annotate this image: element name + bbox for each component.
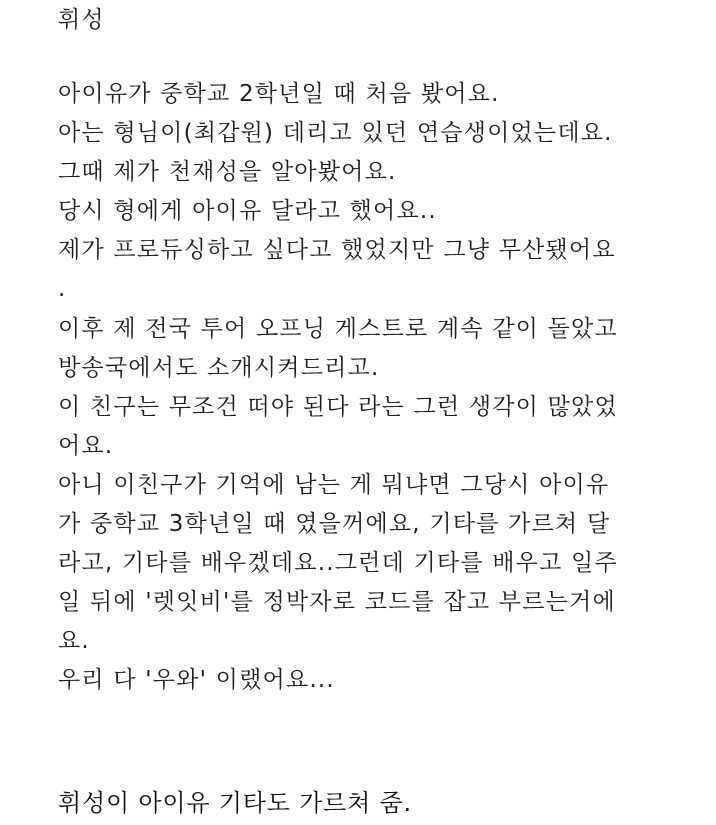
quote-line: 이후 제 전국 투어 오프닝 게스트로 계속 같이 돌았고 [58, 315, 618, 342]
quote-body [58, 75, 698, 701]
quote-line: 일 뒤에 '렛잇비'를 정박자로 코드를 잡고 부르는거에 [58, 589, 616, 616]
quote-line: 이 친구는 무조건 떠야 된다 라는 그런 생각이 많았었 [58, 393, 618, 420]
quote-line: 우리 다 '우와' 이랬어요... [58, 667, 335, 694]
quote-line: 아니 이친구가 기억에 남는 게 뭐냐면 그당시 아이유 [58, 471, 610, 498]
quote-line: . [58, 276, 67, 303]
quote-line: 어요. [58, 432, 114, 459]
quote-line: 라고, 기타를 배우겠데요..그런데 기타를 배우고 일주 [58, 550, 618, 577]
quote-line: 아이유가 중학교 2학년일 때 처음 봤어요. [58, 81, 500, 107]
quote-line: 그때 제가 천재성을 알아봤어요. [58, 159, 397, 186]
quote-line: 가 중학교 3학년일 때 였을꺼에요, 기타를 가르쳐 달 [58, 511, 611, 538]
quote-line: 방송국에서도 소개시켜드리고. [58, 354, 380, 381]
quote-line: 요. [58, 628, 90, 655]
quote-line: 당시 형에게 아이유 달라고 했어요.. [58, 198, 437, 225]
quote-line: 아는 형님이(최갑원) 데리고 있던 연습생이었는데요. [58, 120, 613, 147]
quote-author: 휘성 [58, 7, 105, 33]
quote-line: 제가 프로듀싱하고 싶다고 했었지만 그냥 무산됐어요 [58, 237, 616, 264]
post-caption: 휘성이 아이유 기타도 가르쳐 줌. [58, 789, 412, 817]
